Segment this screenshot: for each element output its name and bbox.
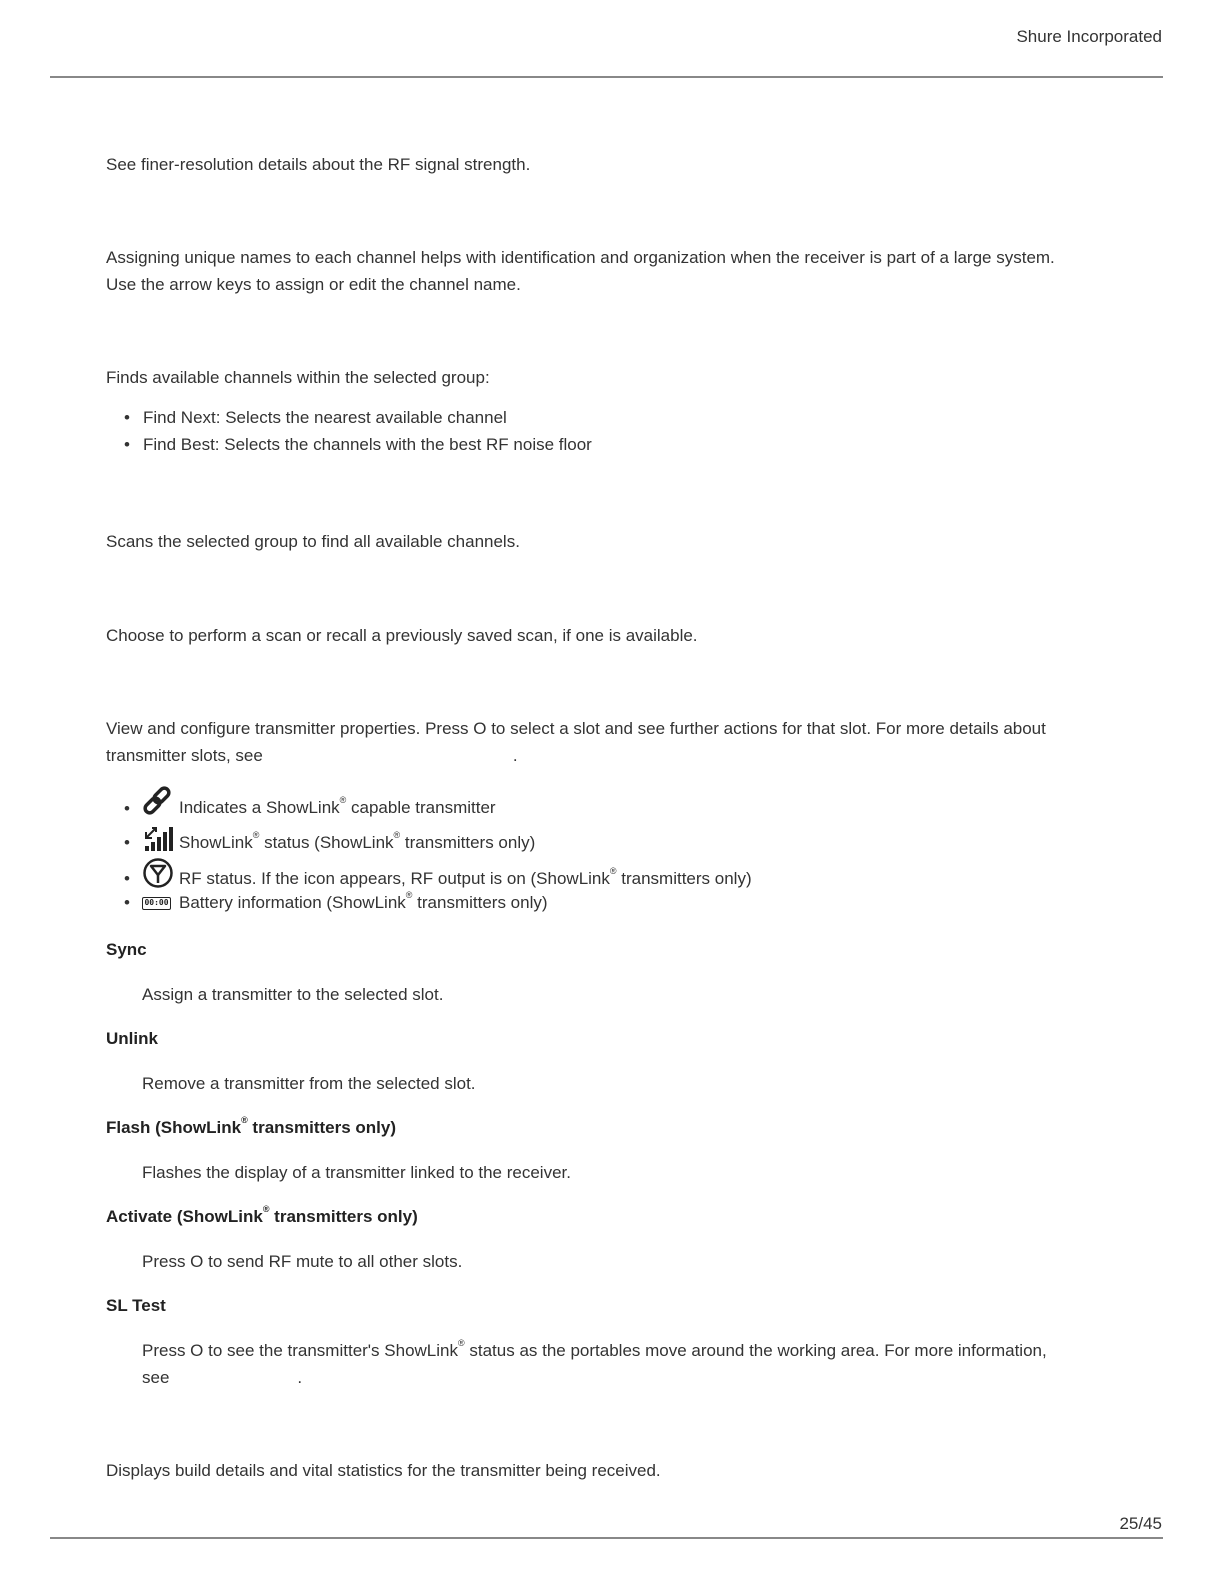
find-intro-text: Finds available channels within the selected group: [106, 368, 490, 387]
activate-title [106, 1204, 418, 1227]
activate-title-pre: Activate (ShowLink [106, 1207, 263, 1226]
unlink-title: Unlink [106, 1029, 158, 1048]
bullet-dot: • [124, 435, 130, 454]
period: . [512, 746, 518, 765]
b3-post: transmitters only) [616, 869, 752, 888]
rf-status-icon [142, 857, 174, 889]
rf-signal-text: See finer-resolution details about the RF signal strength. [106, 155, 531, 174]
scan-choose-text: Choose to perform a scan or recall a previously saved scan, if one is available. [106, 626, 698, 645]
flash-desc: Flashes the display of a transmitter linked to the receiver. [142, 1163, 571, 1182]
bullet-dot: • [124, 799, 130, 818]
b1-pre: Indicates a ShowLink [179, 798, 340, 817]
period: . [297, 1368, 303, 1387]
header-rule [50, 76, 1163, 78]
reg-mark: ® [405, 890, 413, 901]
bullet-dot: • [124, 869, 130, 888]
sltest-desc-line-2 [142, 1364, 1117, 1391]
sltest-desc-pre: Press O to see the transmitter's ShowLink [142, 1341, 458, 1360]
reg-mark: ® [609, 866, 617, 877]
sync-desc: Assign a transmitter to the selected slot. [142, 985, 444, 1004]
reg-mark: ® [339, 795, 347, 806]
battery-text [179, 890, 548, 913]
flash-title-post: transmitters only) [247, 1118, 397, 1137]
tx-intro-line-2-text: transmitter slots, see [106, 746, 263, 765]
scan-text: Scans the selected group to find all available channels. [106, 532, 520, 551]
showlink-capable-text [179, 795, 496, 818]
sltest-see: see [142, 1368, 170, 1387]
reg-mark: ® [241, 1115, 248, 1126]
showlink-capable-icon [142, 784, 176, 820]
sltest-desc-post: status as the portables move around the working area. For more information, [464, 1341, 1047, 1360]
header-company: Shure Incorporated [1016, 27, 1162, 46]
bullet-dot: • [124, 408, 130, 427]
tx-intro-text [106, 715, 1116, 769]
channel-name-line-1: Assigning unique names to each channel helps with identification and organization when the receiver is part of a large system. [106, 248, 1055, 267]
tx-info-text: Displays build details and vital statistics for the transmitter being received. [106, 1461, 661, 1480]
tx-intro-line-1: View and configure transmitter properties. Press O to select a slot and see further actions for that slot. For more details about [106, 719, 1046, 738]
unlink-desc: Remove a transmitter from the selected slot. [142, 1074, 476, 1093]
b4-pre: Battery information (ShowLink [179, 893, 406, 912]
sync-title: Sync [106, 940, 147, 959]
reg-mark: ® [262, 1204, 270, 1215]
find-next-text: Find Next: Selects the nearest available channel [143, 408, 507, 427]
sltest-title: SL Test [106, 1296, 166, 1315]
b2-pre: ShowLink [179, 833, 253, 852]
rf-status-text [179, 866, 752, 889]
b2-mid: status (ShowLink [259, 833, 394, 852]
bullet-dot: • [124, 833, 130, 852]
reg-mark: ® [458, 1338, 465, 1349]
reg-mark: ® [252, 830, 260, 841]
reg-mark: ® [393, 830, 401, 841]
find-best-text: Find Best: Selects the channels with the best RF noise floor [143, 435, 592, 454]
channel-name-text [106, 244, 1116, 298]
flash-title [106, 1115, 397, 1138]
activate-title-post: transmitters only) [269, 1207, 418, 1226]
sltest-desc [142, 1337, 1117, 1391]
page-number: 25/45 [1119, 1514, 1162, 1533]
b2-post: transmitters only) [400, 833, 536, 852]
b3-pre: RF status. If the icon appears, RF output is on (ShowLink [179, 869, 610, 888]
b1-post: capable transmitter [346, 798, 496, 817]
bullet-dot: • [124, 893, 130, 912]
b4-post: transmitters only) [412, 893, 548, 912]
showlink-status-icon [143, 824, 175, 854]
footer-rule [50, 1537, 1163, 1539]
channel-name-line-2: Use the arrow keys to assign or edit the channel name. [106, 275, 521, 294]
activate-desc: Press O to send RF mute to all other slots. [142, 1252, 463, 1271]
flash-title-pre: Flash (ShowLink [106, 1118, 242, 1137]
tx-intro-line-2 [106, 742, 1116, 769]
sltest-desc-line-1 [142, 1337, 1117, 1364]
battery-icon: 00:00 [142, 897, 171, 910]
showlink-status-text [179, 830, 536, 853]
